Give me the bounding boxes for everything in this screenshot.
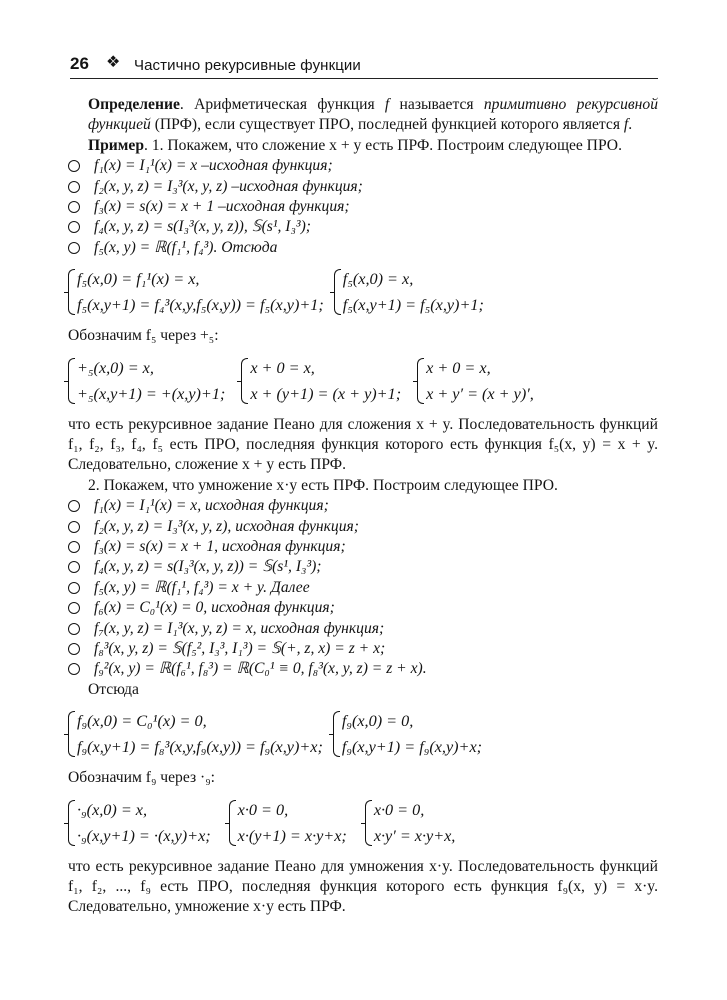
list-item: f₄(x, y, z) = s(I₃³(x, y, z)), 𝕊(s¹, I₃³);	[68, 217, 658, 237]
equation-systems-4	[68, 797, 658, 849]
list-item: f₃(x) = s(x) = x + 1, исходная функция;	[68, 537, 658, 557]
circle-bullet-icon	[68, 623, 80, 635]
circle-bullet-icon	[68, 541, 80, 553]
example-intro-text: . 1. Покажем, что сложение x + y есть ПРФ. Построим следующее ПРО.	[144, 136, 622, 154]
circle-bullet-icon	[68, 500, 80, 512]
list-item: f₈³(x, y, z) = 𝕊(f₅², I₃³, I₁³) = 𝕊(+, z, x) = z + x;	[68, 639, 658, 659]
ornament-icon: ❖	[106, 54, 121, 71]
denote-line-2: Обозначим f₉ через ·₉:	[68, 769, 215, 787]
circle-bullet-icon	[68, 561, 80, 573]
definition-text-3: (ПРФ), если существует ПРО, последней функцией которого является	[150, 116, 624, 134]
equation-system: f₉(x,0) = 0, f₉(x,y+1) = f₉(x,y)+x;	[333, 708, 482, 760]
conclusion-multiplication: что есть рекурсивное задание Пеано для умножения x·y. Последовательность функций f₁, f₂, ..., f₉ есть ПРО, последняя функция которого есть функция f₉(x, y) = x·y. Следовательно, умножение x·y есть ПРФ.	[68, 857, 658, 916]
denote-line-1: Обозначим f₅ через +₅:	[68, 327, 219, 345]
circle-bullet-icon	[68, 181, 80, 193]
definition-f-2: f	[623, 116, 629, 134]
circle-bullet-icon	[68, 242, 80, 254]
definition-text-2: называется	[389, 96, 484, 113]
equation-system: x + 0 = x, x + y′ = (x + y)′,	[417, 355, 534, 407]
circle-bullet-icon	[68, 663, 80, 675]
list-item: f₁(x) = I₁¹(x) = x, исходная функция;	[68, 496, 658, 516]
circle-bullet-icon	[68, 643, 80, 655]
equation-system: f₅(x,0) = f₁¹(x) = x, f₅(x,y+1) = f₄³(x,y,f₅(x,y)) = f₅(x,y)+1;	[68, 266, 324, 318]
circle-bullet-icon	[68, 160, 80, 172]
part2-intro: 2. Покажем, что умножение x·y есть ПРФ. Построим следующее ПРО.	[88, 476, 558, 494]
equation-systems-1	[68, 266, 658, 318]
otsyuda-line: Отсюда	[88, 680, 139, 698]
equation-system: f₅(x,0) = x, f₅(x,y+1) = f₅(x,y)+1;	[334, 266, 484, 318]
definition-italic-term: примитивно рекурсивной функцией	[88, 96, 658, 134]
list-item: f₅(x, y) = ℝ(f₁¹, f₄³) = x + y. Далее	[68, 578, 658, 598]
list-item: f₁(x) = I₁¹(x) = x –исходная функция;	[68, 156, 658, 176]
conclusion-addition: что есть рекурсивное задание Пеано для сложения x + y. Последовательность функций f₁, f₂, f₃, f₄, f₅ есть ПРО, последняя функция которого есть функция f₅(x, y) = x + y. Следовательно, сложение x + y есть ПРФ.	[68, 415, 658, 474]
definition-text-1: . Арифметическая функция	[179, 96, 385, 113]
equation-systems-2	[68, 355, 658, 407]
list-item: f₂(x, y, z) = I₃³(x, y, z), исходная функция;	[68, 517, 658, 537]
list-item: f₉²(x, y) = ℝ(f₆¹, f₈³) = ℝ(C₀¹ ≡ 0, f₈³(x, y, z) = z + x).	[68, 659, 658, 679]
list-item: f₆(x) = C₀¹(x) = 0, исходная функция;	[68, 598, 658, 618]
list-item: f₂(x, y, z) = I₃³(x, y, z) –исходная функция;	[68, 177, 658, 197]
equation-system: x·0 = 0, x·(y+1) = x·y+x;	[229, 797, 347, 849]
list-item: f₃(x) = s(x) = x + 1 –исходная функция;	[68, 197, 658, 217]
circle-bullet-icon	[68, 521, 80, 533]
circle-bullet-icon	[68, 221, 80, 233]
running-title: Частично рекурсивные функции	[134, 57, 361, 74]
list-item: f₄(x, y, z) = s(I₃³(x, y, z)) = 𝕊(s¹, I₃³);	[68, 557, 658, 577]
page-number: 26	[70, 54, 89, 73]
definition-term: Определение	[88, 96, 180, 113]
example-intro	[88, 136, 658, 156]
construction-list-1	[68, 156, 658, 258]
equation-systems-3	[68, 708, 658, 760]
running-header	[70, 50, 658, 79]
list-item: f₇(x, y, z) = I₁³(x, y, z) = x, исходная функция;	[68, 619, 658, 639]
page-body	[68, 95, 658, 918]
construction-list-2	[68, 496, 658, 680]
list-item: f₅(x, y) = ℝ(f₁¹, f₄³). Отсюда	[68, 238, 658, 258]
example-label: Пример	[88, 136, 145, 154]
circle-bullet-icon	[68, 602, 80, 614]
definition-paragraph	[88, 95, 658, 136]
equation-system: x + 0 = x, x + (y+1) = (x + y)+1;	[241, 355, 401, 407]
definition-end: .	[628, 116, 633, 134]
circle-bullet-icon	[68, 582, 80, 594]
equation-system: f₉(x,0) = C₀¹(x) = 0, f₉(x,y+1) = f₈³(x,y,f₉(x,y)) = f₉(x,y)+x;	[68, 708, 323, 760]
definition-f: f	[384, 96, 390, 113]
circle-bullet-icon	[68, 201, 80, 213]
equation-system: +₅(x,0) = x, +₅(x,y+1) = +(x,y)+1;	[68, 355, 225, 407]
equation-system: x·0 = 0, x·y′ = x·y+x,	[365, 797, 456, 849]
equation-system: ·₉(x,0) = x, ·₉(x,y+1) = ·(x,y)+x;	[68, 797, 211, 849]
